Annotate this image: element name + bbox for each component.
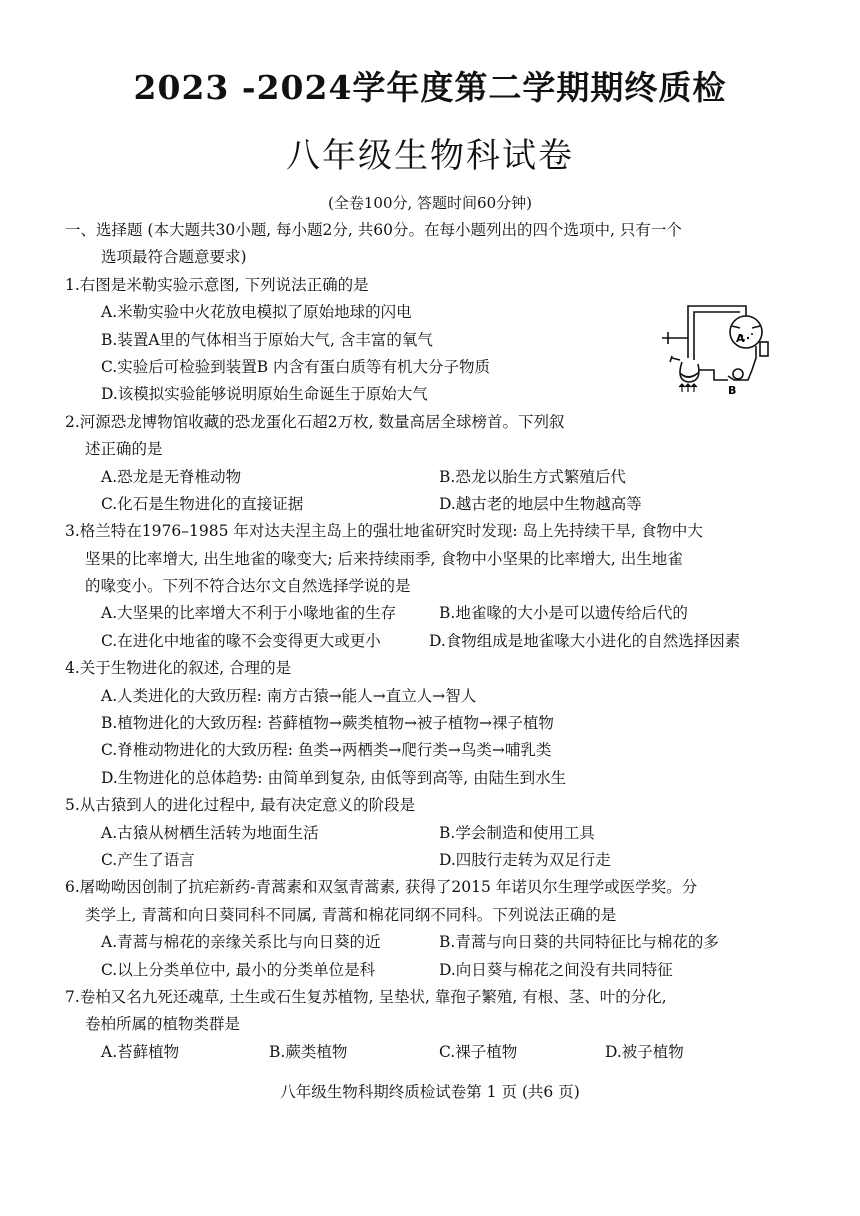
question-1-stem: 1.右图是米勒实验示意图, 下列说法正确的是 <box>65 275 369 294</box>
question-4-stem: 4.关于生物进化的叙述, 合理的是 <box>65 659 292 678</box>
question-6-option-b: B.青蒿与向日葵的共同特征比与棉花的多 <box>439 933 719 952</box>
question-5-option-b: B.学会制造和使用工具 <box>439 823 595 842</box>
question-5-options-row-1 <box>65 820 795 847</box>
question-7-stem-cont: 卷柏所属的植物类群是 <box>85 1015 241 1034</box>
question-3-option-c: C.在进化中地雀的喙不会变得更大或更小 <box>101 631 381 650</box>
diagram-label-a: A <box>736 332 745 345</box>
question-2-stem: 2.河源恐龙博物馆收藏的恐龙蛋化石超2万枚, 数量高居全球榜首。下列叙 <box>65 412 565 431</box>
diagram-stopcock <box>662 332 688 344</box>
question-3-option-d: D.食物组成是地雀喙大小进化的自然选择因素 <box>429 631 741 650</box>
question-6-stem-cont: 类学上, 青蒿和向日葵同科不同属, 青蒿和棉花同纲不同科。下列说法正确的是 <box>85 905 617 924</box>
diagram-flask-a <box>730 316 762 348</box>
question-5-option-d: D.四肢行走转为双足行走 <box>439 850 611 869</box>
question-7-option-b: B.蕨类植物 <box>269 1042 348 1061</box>
question-3-option-a: A.大坚果的比率增大不利于小喙地雀的生存 <box>101 604 397 623</box>
question-2-option-b: B.恐龙以胎生方式繁殖后代 <box>439 467 626 486</box>
question-7-stem: 7.卷柏又名九死还魂草, 土生或石生复苏植物, 呈垫状, 靠孢子繁殖, 有根、茎、叶的分化, <box>65 987 667 1006</box>
question-6-options-row-1 <box>65 929 795 956</box>
question-7-options-row <box>65 1039 795 1066</box>
diagram-boiling-flask <box>680 362 699 382</box>
question-3-stem-cont-2: 的喙变小。下列不符合达尔文自然选择学说的是 <box>85 577 411 596</box>
question-2-option-d: D.越古老的地层中生物越高等 <box>439 494 642 513</box>
question-5-option-a: A.古猿从树栖生活转为地面生活 <box>101 823 319 842</box>
question-2-option-c: C.化石是生物进化的直接证据 <box>101 494 304 513</box>
question-2-options-row-1 <box>65 464 795 491</box>
question-4-option-c: C.脊椎动物进化的大致历程: 鱼类→两栖类→爬行类→鸟类→哺乳类 <box>101 741 552 760</box>
question-6-option-c: C.以上分类单位中, 最小的分类单位是科 <box>101 960 376 979</box>
question-7-option-c: C.裸子植物 <box>439 1042 518 1061</box>
page-footer: 八年级生物科期终质检试卷第 1 页 (共6 页) <box>280 1083 580 1101</box>
question-5-option-c: C.产生了语言 <box>101 850 195 869</box>
diagram-label-b: B <box>728 384 737 396</box>
section-heading: 一、选择题 (本大题共30小题, 每小题2分, 共60分。在每小题列出的四个选项中, 只有一个 <box>65 221 682 239</box>
question-6-option-d: D.向日葵与棉花之间没有共同特征 <box>439 960 673 979</box>
question-3-options-row-1 <box>65 600 795 627</box>
question-7-option-a: A.苔藓植物 <box>101 1042 180 1061</box>
exam-subtitle: 八年级生物科试卷 <box>286 136 574 176</box>
question-7-option-d: D.被子植物 <box>605 1042 684 1061</box>
question-6-stem: 6.屠呦呦因创制了抗疟新药-青蒿素和双氢青蒿素, 获得了2015 年诺贝尔生理学或医学奖。分 <box>65 878 698 897</box>
question-4-option-d: D.生物进化的总体趋势: 由简单到复杂, 由低等到高等, 由陆生到水生 <box>101 768 567 787</box>
diagram-condenser <box>752 346 756 370</box>
diagram-tube-inner <box>694 312 740 360</box>
question-3-options-row-2 <box>65 628 795 655</box>
question-1-option-b: B.装置A里的气体相当于原始大气, 含丰富的氧气 <box>101 330 433 349</box>
question-2-stem-cont: 述正确的是 <box>85 440 163 459</box>
exam-title: 2023 -2024学年度第二学期期终质检 <box>133 68 727 107</box>
question-5-stem: 5.从古猿到人的进化过程中, 最有决定意义的阶段是 <box>65 796 416 815</box>
question-1-option-a: A.米勒实验中火花放电模拟了原始地球的闪电 <box>101 303 412 322</box>
question-3-stem: 3.格兰特在1976–1985 年对达夫涅主岛上的强壮地雀研究时发现: 岛上先持续干旱, 食物中大 <box>65 522 703 541</box>
question-4-option-b: B.植物进化的大致历程: 苔藓植物→蕨类植物→被子植物→裸子植物 <box>101 714 554 733</box>
miller-experiment-diagram <box>648 298 790 396</box>
question-2-options-row-2 <box>65 491 795 518</box>
question-3-option-b: B.地雀喙的大小是可以遗传给后代的 <box>439 604 688 623</box>
question-6-options-row-2 <box>65 957 795 984</box>
question-5-options-row-2 <box>65 847 795 874</box>
exam-info: (全卷100分, 答题时间60分钟) <box>328 194 532 212</box>
question-2-option-a: A.恐龙是无脊椎动物 <box>101 467 242 486</box>
question-1-option-c: C.实验后可检验到装置B 内含有蛋白质等有机大分子物质 <box>101 357 491 376</box>
section-heading-cont: 选项最符合题意要求) <box>101 248 247 267</box>
question-6-option-a: A.青蒿与棉花的亲缘关系比与向日葵的近 <box>101 933 381 952</box>
question-1-option-d: D.该模拟实验能够说明原始生命诞生于原始大气 <box>101 385 428 404</box>
question-3-stem-cont-1: 坚果的比率增大, 出生地雀的喙变大; 后来持续雨季, 食物中小坚果的比率增大, 出生地雀 <box>85 549 683 568</box>
diagram-heat-arrows <box>679 384 697 392</box>
question-4-option-a: A.人类进化的大致历程: 南方古猿→能人→直立人→智人 <box>101 686 477 705</box>
